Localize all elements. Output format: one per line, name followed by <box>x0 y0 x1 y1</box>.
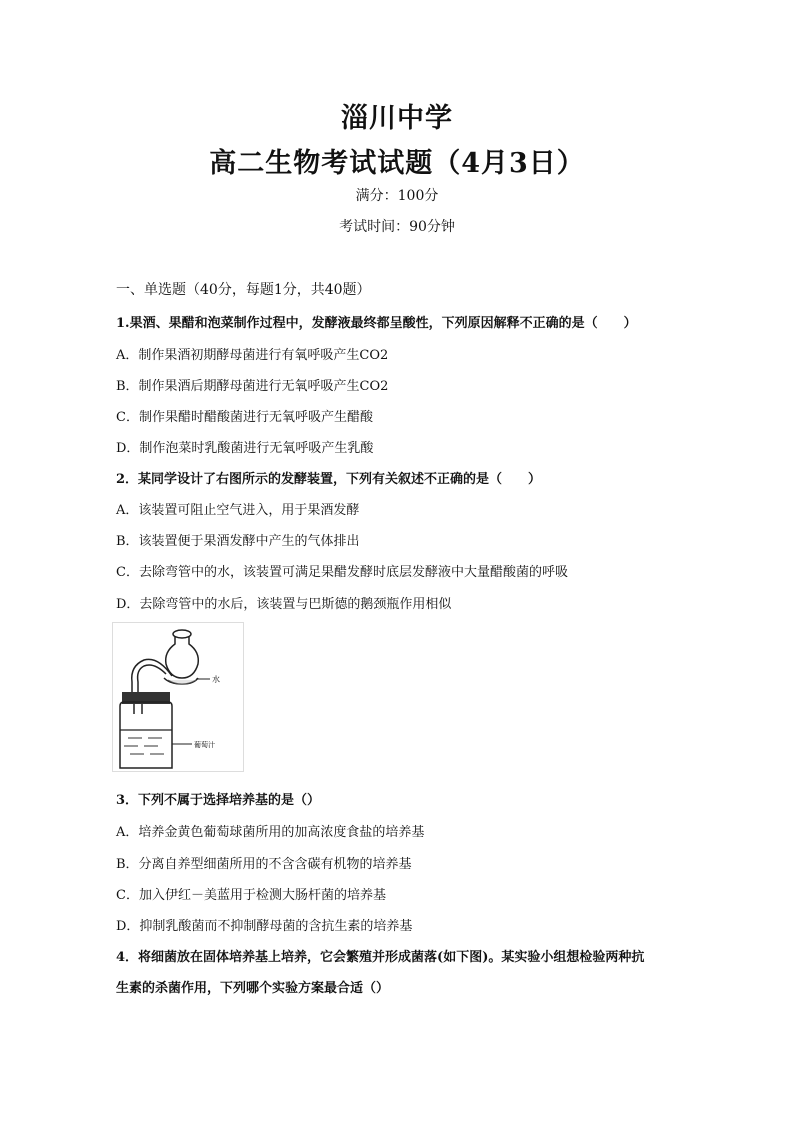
question-3-option-d: D．抑制乳酸菌而不抑制酵母菌的含抗生素的培养基 <box>116 919 413 934</box>
question-2-stem: 2．某同学设计了右图所示的发酵装置，下列有关叙述不正确的是（ ） <box>116 472 542 487</box>
question-3-option-c: C．加入伊红－美蓝用于检测大肠杆菌的培养基 <box>116 888 386 903</box>
label-water: 水 <box>212 675 220 684</box>
question-1-option-c: C．制作果醋时醋酸菌进行无氧呼吸产生醋酸 <box>116 410 373 425</box>
question-1-option-a: A．制作果酒初期酵母菌进行有氧呼吸产生CO2 <box>116 348 389 363</box>
label-grape-juice: 葡萄汁 <box>194 741 215 749</box>
question-1-option-d: D．制作泡菜时乳酸菌进行无氧呼吸产生乳酸 <box>116 441 374 456</box>
question-4-stem-line-1: 4．将细菌放在固体培养基上培养，它会繁殖并形成菌落(如下图)。某实验小组想检验两种抗 <box>116 950 645 965</box>
question-1-option-b: B．制作果酒后期酵母菌进行无氧呼吸产生CO2 <box>116 379 389 394</box>
question-4-stem-line-2: 生素的杀菌作用，下列哪个实验方案最合适（） <box>116 981 390 996</box>
school-name: 淄川中学 <box>341 103 453 134</box>
question-3-option-a: A．培养金黄色葡萄球菌所用的加高浓度食盐的培养基 <box>116 825 425 840</box>
full-score: 满分：100分 <box>355 188 439 204</box>
section-title: 一、单选题（40分，每题1分，共40题） <box>116 282 371 298</box>
question-3-option-b: B．分离自养型细菌所用的不含含碳有机物的培养基 <box>116 857 412 872</box>
question-2-option-a: A．该装置可阻止空气进入，用于果酒发酵 <box>116 503 360 518</box>
question-1-stem: 1.果酒、果醋和泡菜制作过程中，发酵液最终都呈酸性，下列原因解释不正确的是（ ） <box>116 316 637 331</box>
exam-title: 高二生物考试试题（4月3日） <box>209 148 585 179</box>
fermentation-apparatus-figure <box>112 622 244 772</box>
question-3-stem: 3．下列不属于选择培养基的是（） <box>116 793 321 808</box>
exam-time: 考试时间：90分钟 <box>339 219 455 235</box>
question-2-option-b: B．该装置便于果酒发酵中产生的气体排出 <box>116 534 360 549</box>
question-2-option-c: C．去除弯管中的水，该装置可满足果醋发酵时底层发酵液中大量醋酸菌的呼吸 <box>116 565 568 580</box>
question-2-option-d: D．去除弯管中的水后，该装置与巴斯德的鹅颈瓶作用相似 <box>116 597 452 612</box>
